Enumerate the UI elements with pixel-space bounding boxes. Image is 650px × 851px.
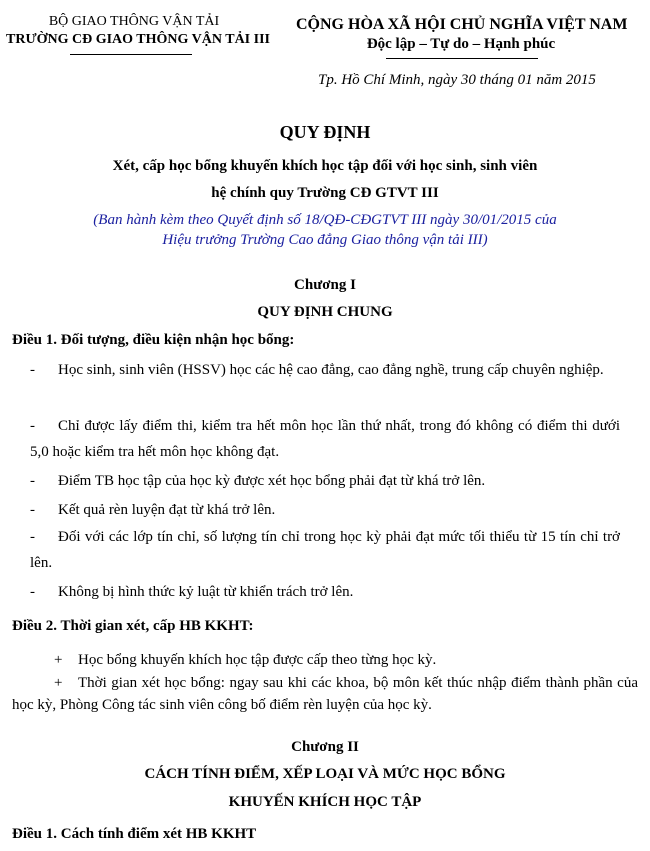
bullet-plus: + <box>54 652 63 668</box>
bullet-dash: - <box>30 473 35 489</box>
bullet-plus: + <box>54 675 63 691</box>
school-underline <box>70 54 192 55</box>
list-item <box>30 579 620 605</box>
chapter1-label: Chương I <box>294 277 356 293</box>
bullet-dash: - <box>30 418 35 434</box>
issuance-note-line1: (Ban hành kèm theo Quyết định số 18/QĐ-CĐGTVT III ngày 30/01/2015 của <box>93 212 557 228</box>
issuance-note-line2: Hiệu trưởng Trường Cao đẳng Giao thông vận tải III) <box>162 232 488 248</box>
list-item <box>30 524 620 576</box>
list-item <box>30 413 620 465</box>
school-name: TRƯỜNG CĐ GIAO THÔNG VẬN TẢI III <box>6 32 270 47</box>
date-line: Tp. Hồ Chí Minh, ngày 30 tháng 01 năm 2015 <box>318 72 596 88</box>
chapter2-article1-heading: Điều 1. Cách tính điểm xét HB KKHT <box>12 826 257 842</box>
list-item-text: Học bổng khuyến khích học tập được cấp theo từng học kỳ. <box>78 652 437 668</box>
list-item <box>30 357 620 383</box>
list-item <box>54 647 630 673</box>
list-item-text: Kết quả rèn luyện đạt từ khá trở lên. <box>58 502 276 518</box>
list-item-text: Điểm TB học tập của học kỳ được xét học bổng phải đạt từ khá trở lên. <box>58 473 486 489</box>
bullet-dash: - <box>30 584 35 600</box>
document-subtitle-line2: hệ chính quy Trường CĐ GTVT III <box>211 185 439 201</box>
article2-heading: Điều 2. Thời gian xét, cấp HB KKHT: <box>12 618 254 634</box>
bullet-dash: - <box>30 362 35 378</box>
list-item-text: Đối với các lớp tín chỉ, số lượng tín chỉ trong học kỳ phải đạt mức tối thiểu từ 15 tín chỉ trở lên. <box>30 529 620 571</box>
chapter1-name: QUY ĐỊNH CHUNG <box>257 304 393 320</box>
document-subtitle-line1: Xét, cấp học bổng khuyến khích học tập đối với học sinh, sinh viên <box>112 158 538 174</box>
republic-name: CỘNG HÒA XÃ HỘI CHỦ NGHĨA VIỆT NAM <box>296 16 628 33</box>
chapter2-name-line1: CÁCH TÍNH ĐIỂM, XẾP LOẠI VÀ MỨC HỌC BỔNG <box>144 766 506 782</box>
list-item-text: Thời gian xét học bổng: ngay sau khi các khoa, bộ môn kết thúc nhập điểm thành phần của học kỳ, Phòng Công tác sinh viên công bố điểm rèn luyện của học kỳ. <box>12 675 638 713</box>
list-item-text: Học sinh, sinh viên (HSSV) học các hệ cao đẳng, cao đẳng nghề, trung cấp chuyên nghiệp. <box>58 362 604 378</box>
national-motto: Độc lập – Tự do – Hạnh phúc <box>366 36 556 52</box>
ministry-name: BỘ GIAO THÔNG VẬN TẢI <box>48 14 220 29</box>
list-item <box>30 497 620 523</box>
article1-heading: Điều 1. Đối tượng, điều kiện nhận học bổng: <box>12 332 295 348</box>
list-item <box>30 468 620 494</box>
motto-underline <box>386 58 538 59</box>
list-item <box>12 672 638 716</box>
chapter2-name-line2: KHUYẾN KHÍCH HỌC TẬP <box>228 794 422 810</box>
chapter2-label: Chương II <box>291 739 359 755</box>
list-item-text: Chỉ được lấy điểm thi, kiểm tra hết môn học lần thứ nhất, trong đó không có điểm thi dưới 5,0 hoặc kiểm tra hết môn học không đạt. <box>30 418 620 460</box>
list-item-text: Không bị hình thức kỷ luật từ khiển trách trở lên. <box>58 584 354 600</box>
bullet-dash: - <box>30 502 35 518</box>
document-title: QUY ĐỊNH <box>279 122 371 142</box>
bullet-dash: - <box>30 529 35 545</box>
